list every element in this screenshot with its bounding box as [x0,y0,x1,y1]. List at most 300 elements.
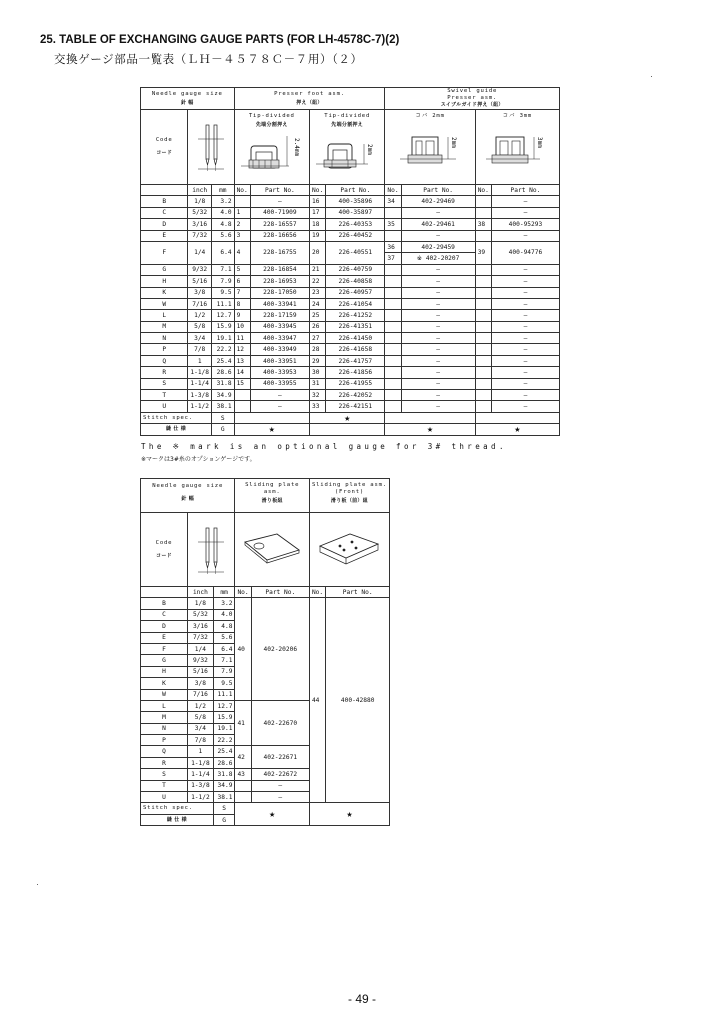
table-row [141,310,560,321]
table-cell: B [141,196,188,207]
tip-divided-b-cell: Tip-divided 先端分割押え 2mm [310,110,385,185]
table-cell [385,230,401,241]
table-cell: 6.4 [213,643,235,654]
code-label-cell: Code コード [141,110,188,185]
table-cell: C [141,609,188,620]
table-cell: 7/16 [188,298,212,309]
table-cell: 18 [310,219,326,230]
table-cell: R [141,757,188,768]
table-cell [235,780,251,791]
table-cell: 228-16656 [250,230,309,241]
table-cell: 400-94776 [491,241,559,264]
table-cell: P [141,735,188,746]
table-cell [385,287,401,298]
table-cell: 3/8 [188,678,214,689]
table-cell: 15 [234,378,250,389]
table-cell: 226-41856 [326,367,385,378]
stitch-spec-s: S [212,412,235,423]
table-cell: 3/4 [188,333,212,344]
table-cell: E [141,632,188,643]
table-cell: — [401,298,475,309]
table-cell: 402-22671 [251,746,309,769]
table-row [141,287,560,298]
table-cell: 226-40551 [326,241,385,264]
table-cell: 28 [310,344,326,355]
table-cell [475,207,491,218]
table-cell: S [141,769,188,780]
table-cell: 4.8 [213,621,235,632]
table-cell: 12 [234,344,250,355]
table-cell: 3/8 [188,287,212,298]
table-cell [475,310,491,321]
presser-foot-illustration [239,130,305,182]
table-cell: 28.6 [213,757,235,768]
table-cell: 400-35896 [326,196,385,207]
table-cell [475,321,491,332]
table-cell [475,401,491,412]
table-cell: 1 [234,207,250,218]
table-cell: W [141,689,188,700]
table-cell: C [141,207,188,218]
table-cell: — [401,355,475,366]
table-cell [235,792,251,803]
table-cell: 7.9 [213,666,235,677]
table-cell: K [141,678,188,689]
table-cell: 7/16 [188,689,214,700]
table-cell: — [251,780,309,791]
table-cell [385,333,401,344]
table-cell [385,207,401,218]
table-cell: 25.4 [213,746,235,757]
presser-foot-gauge-table [140,87,560,436]
table-cell: N [141,723,188,734]
table-cell: 31.8 [213,769,235,780]
table-cell: 1/8 [188,196,212,207]
table-cell: 11 [234,333,250,344]
table-cell: H [141,666,188,677]
stitch-spec-s: S [213,803,235,814]
table-cell: 19 [310,230,326,241]
table-cell: 28.6 [212,367,235,378]
table-cell: 22.2 [213,735,235,746]
table-cell: — [491,230,559,241]
table-cell [385,344,401,355]
table-cell: 400-33951 [250,355,309,366]
table-cell: 1-3/8 [188,780,214,791]
table-cell: 400-33949 [250,344,309,355]
table-row [141,401,560,412]
table-cell: 7/8 [188,344,212,355]
table-cell: 400-33945 [250,321,309,332]
table-cell: 1-1/4 [188,378,212,389]
page-number: - 49 - [347,992,376,1006]
table-cell: 4.0 [212,207,235,218]
table-cell: 44 [309,598,325,803]
table-cell [475,230,491,241]
table-cell [475,298,491,309]
table-cell: 4.8 [212,219,235,230]
sliding-plate-gauge-table [140,478,390,826]
table-cell: 4 [234,241,250,264]
table-cell: 226-41450 [326,333,385,344]
table-cell: 38.1 [213,792,235,803]
table-cell: 33 [310,401,326,412]
table-cell: — [491,196,559,207]
table-cell: 7 [234,287,250,298]
koba-2mm-cell: コバ 2mm 2mm [385,110,475,185]
svg-text:2.4mm: 2.4mm [292,138,300,157]
table-cell: 22.2 [212,344,235,355]
stitch-star: ★ [385,424,475,435]
table-cell [475,333,491,344]
table-cell: — [491,264,559,275]
table-cell: 10 [234,321,250,332]
table-cell: 19.1 [213,723,235,734]
table-cell: 15.9 [213,712,235,723]
table-cell: — [491,207,559,218]
table-cell: 34.9 [213,780,235,791]
table-cell: 226-42052 [326,390,385,401]
stitch-spec-g: G [213,814,235,825]
table-cell: 39 [475,241,491,264]
table-cell [234,390,250,401]
table-cell [310,424,385,435]
sliding-plate-front-illustration-cell [309,513,389,587]
table-cell: 19.1 [212,333,235,344]
table-cell: 42 [235,746,251,769]
table-cell: G [141,655,188,666]
sliding-plate-front-header: Sliding plate asm. (Front) 滑り板（前）組 [309,479,389,513]
table-cell: 1-1/2 [188,401,212,412]
table-cell [385,367,401,378]
table-row [141,333,560,344]
table-row [141,367,560,378]
presser-foot-header: Presser foot asm. 押え（組） [234,88,385,110]
table-cell: M [141,712,188,723]
table-cell: 3/16 [188,621,214,632]
table-cell: — [491,321,559,332]
table-cell: — [250,196,309,207]
table-cell: 40 [235,598,251,701]
table-cell: 4.0 [213,609,235,620]
optional-gauge-note-jp: ※マークは3#糸のオプションゲージです。 [141,456,256,463]
table-cell: 7/32 [188,230,212,241]
table-cell [475,196,491,207]
table-cell: 5.6 [213,632,235,643]
table-cell: 5/32 [188,207,212,218]
table-cell: N [141,333,188,344]
table-cell: 2 [234,219,250,230]
table-cell: 6.4 [212,241,235,264]
table-cell: D [141,219,188,230]
table-row [141,344,560,355]
table-cell: ※ 402-20207 [401,253,475,264]
table-cell: 1-1/8 [188,367,212,378]
table-cell: 1 [188,746,214,757]
table-cell: 37 [385,253,401,264]
table-cell: 402-22672 [251,769,309,780]
table-cell: 9.5 [212,287,235,298]
table-cell: — [401,264,475,275]
table-cell: 21 [310,264,326,275]
table-row [141,598,390,609]
table-cell: 5/16 [188,666,214,677]
scan-speck [651,76,652,77]
table-cell: 15.9 [212,321,235,332]
table-cell: 1-1/2 [188,792,214,803]
table-cell: — [401,390,475,401]
stitch-spec-label: Stitch spec. [141,803,214,814]
table-cell: 228-17050 [250,287,309,298]
table-cell: M [141,321,188,332]
table-cell: 38 [475,219,491,230]
swivel-guide-illustration [390,121,470,179]
table-cell: U [141,401,188,412]
table-cell: 7.9 [212,276,235,287]
table-cell: 24 [310,298,326,309]
table-cell: 1-1/4 [188,769,214,780]
table-cell: 20 [310,241,326,264]
table-cell: 9/32 [188,264,212,275]
table-row [141,321,560,332]
table-cell: — [401,310,475,321]
table-cell: 12.7 [212,310,235,321]
table-cell [385,298,401,309]
table-cell: — [401,367,475,378]
stitch-spec-label: Stitch spec. [141,412,212,423]
needle-gauge-header: Needle gauge size 針 幅 [141,479,235,513]
table-cell: Q [141,746,188,757]
needle-gauge-header: Needle gauge size 針 幅 [141,88,235,110]
stitch-spec-label-jp: 縫 仕 様 [141,814,214,825]
table-cell: 27 [310,333,326,344]
table-cell: 226-41054 [326,298,385,309]
table-cell: — [401,287,475,298]
table-cell: 3.2 [213,598,235,609]
table-cell: 5/8 [188,712,214,723]
stitch-star: ★ [234,424,309,435]
sliding-plate-header: Sliding plate asm. 滑り板組 [235,479,310,513]
table-cell: 226-41658 [326,344,385,355]
table-cell: 7.1 [212,264,235,275]
table-cell: — [491,310,559,321]
table-cell: 41 [235,700,251,746]
table-cell: 12.7 [213,700,235,711]
needle-illustration [188,110,234,185]
table-cell: 400-42880 [326,598,390,803]
table-cell: 1/8 [188,598,214,609]
table-cell: 1-1/8 [188,757,214,768]
table-cell: 1 [188,355,212,366]
table-row [141,355,560,366]
table-cell: 400-33947 [250,333,309,344]
table-cell: F [141,643,188,654]
table-cell: 400-33941 [250,298,309,309]
table-cell: — [491,344,559,355]
table-cell: 226-40858 [326,276,385,287]
table-cell [385,378,401,389]
table-cell: — [491,333,559,344]
table-row [141,241,560,252]
table-cell: — [491,298,559,309]
table-cell: 25 [310,310,326,321]
table-cell: 1/2 [188,310,212,321]
table-row [141,230,560,241]
table-cell: H [141,276,188,287]
table-cell: 32 [310,390,326,401]
table-cell: 7.1 [213,655,235,666]
table-cell: 7/32 [188,632,214,643]
table-cell: 7/8 [188,735,214,746]
table-cell [475,390,491,401]
table-cell [385,321,401,332]
table-cell [385,276,401,287]
table-cell: 228-16854 [250,264,309,275]
table-cell: 3/4 [188,723,214,734]
scan-speck [37,884,38,885]
table-cell: E [141,230,188,241]
table-cell: F [141,241,188,264]
table-cell: 5/32 [188,609,214,620]
table-cell: 226-41955 [326,378,385,389]
table-cell: 16 [310,196,326,207]
table-cell: L [141,700,188,711]
table-cell: 11.1 [212,298,235,309]
table-cell: — [250,401,309,412]
table-cell: 400-33953 [250,367,309,378]
presser-foot-illustration [314,130,380,182]
table-cell: 34 [385,196,401,207]
table-cell: 36 [385,241,401,252]
table-cell: 17 [310,207,326,218]
table-cell: D [141,621,188,632]
table-cell: Q [141,355,188,366]
table-row [141,264,560,275]
needle-illustration [188,513,235,587]
optional-gauge-note: The ※ mark is an optional gauge for 3# thread. [141,442,507,451]
swivel-guide-header: Swivel guide Presser asm. スイブルガイド押え（組） [385,88,560,110]
table-cell: 29 [310,355,326,366]
table-cell: 228-16557 [250,219,309,230]
sliding-plate-illustration-cell [235,513,310,587]
svg-text:3mm: 3mm [536,137,544,148]
table-cell: — [401,333,475,344]
column-header-row: inch mm No. Part No. No. Part No. No. Part No. No. Part No. [141,185,560,196]
table-cell: 26 [310,321,326,332]
table-cell: — [401,230,475,241]
sliding-plate-front-illustration [316,528,382,572]
stitch-star: ★ [235,803,310,826]
table-row [141,207,560,218]
stitch-spec-row [141,803,390,814]
table-cell: W [141,298,188,309]
table-cell [385,412,475,423]
table-cell: 11.1 [213,689,235,700]
table-cell [475,378,491,389]
table-cell [234,401,250,412]
table-cell: 226-40957 [326,287,385,298]
table-cell: 30 [310,367,326,378]
page-subtitle: 交換ゲージ部品一覧表（ＬＨ－４５７８Ｃ－７用）（２） [54,52,363,66]
table-cell: 34.9 [212,390,235,401]
table-cell: 1/4 [188,643,214,654]
stitch-spec-label-jp: 縫 仕 様 [141,424,212,435]
table-cell: 5 [234,264,250,275]
table-cell [475,287,491,298]
table-cell: 8 [234,298,250,309]
koba-3mm-cell: コバ 3mm 3mm [475,110,559,185]
table-cell: 43 [235,769,251,780]
table-row [141,196,560,207]
table-cell: 5/8 [188,321,212,332]
table-cell: — [491,401,559,412]
table-cell: 9 [234,310,250,321]
table-cell: — [491,287,559,298]
table-cell [385,264,401,275]
table-cell: 23 [310,287,326,298]
table-cell: 400-95293 [491,219,559,230]
table-cell: 14 [234,367,250,378]
stitch-spec-row [141,412,560,423]
table-cell: — [401,276,475,287]
swivel-guide-illustration [480,121,554,179]
table-cell: 1/4 [188,241,212,264]
table-cell: T [141,390,188,401]
stitch-star: ★ [475,424,559,435]
table-cell: 5/16 [188,276,212,287]
table-cell [475,264,491,275]
table-cell: 228-16953 [250,276,309,287]
table-cell: — [491,390,559,401]
table-cell: 3 [234,230,250,241]
stitch-spec-row [141,424,560,435]
table-cell: — [401,401,475,412]
table-cell: 226-41351 [326,321,385,332]
table-cell [385,310,401,321]
table-row [141,219,560,230]
table-cell: 25.4 [212,355,235,366]
table-cell: 400-35897 [326,207,385,218]
table-cell: — [250,390,309,401]
table-cell: — [401,321,475,332]
table-cell [385,390,401,401]
table-cell: 35 [385,219,401,230]
table-cell: 400-33955 [250,378,309,389]
table-row [141,298,560,309]
tip-divided-a-cell: Tip-divided 先端分割押え 2.4mm [234,110,309,185]
table-cell: 228-17159 [250,310,309,321]
table-cell: R [141,367,188,378]
table-cell: 402-22670 [251,700,309,746]
table-cell: — [491,276,559,287]
table-cell: — [251,792,309,803]
table-cell: 22 [310,276,326,287]
table-cell: 9/32 [188,655,214,666]
stitch-star: ★ [310,412,385,423]
table-cell: B [141,598,188,609]
table-cell [385,355,401,366]
table-cell: G [141,264,188,275]
table-cell: — [491,378,559,389]
code-label-cell: Code コード [141,513,188,587]
table-cell: P [141,344,188,355]
table-cell: 226-40452 [326,230,385,241]
table-cell: 38.1 [212,401,235,412]
table-cell: 6 [234,276,250,287]
table-row [141,378,560,389]
table-cell: 402-29459 [401,241,475,252]
table-cell: 5.6 [212,230,235,241]
